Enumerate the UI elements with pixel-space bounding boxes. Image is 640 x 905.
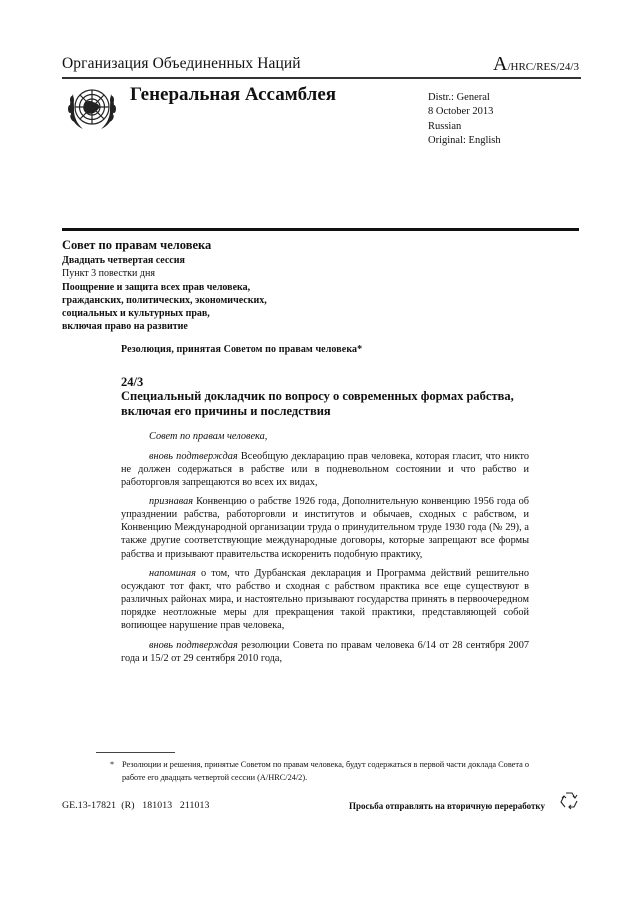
preamble-paragraph <box>121 639 529 665</box>
distribution-status: Distr.: General <box>428 92 490 103</box>
paragraph-text: о том, что Дурбанская декларация и Программа действий решительно осуждают тот факт, что рабство и сходная с рабством практика все еще существуют в различных районах мира, и настоятельно призывают государства принять в первоочередном порядке неотложные меры для прекращения такой практики, представляющей собой вопиющее нарушение прав человека, <box>121 567 529 632</box>
resolution-number: 24/3 <box>121 375 144 389</box>
preamble-paragraph <box>121 450 529 489</box>
assembly-title: Генеральная Ассамблея <box>130 84 337 105</box>
footnote-text: Резолюции и решения, принятые Советом по правам человека, будут содержаться в первой части доклада Совета о работе его двадцать четвертой сессии (A/HRC/24/2). <box>122 760 530 782</box>
agenda-title-line: включая право на развитие <box>62 321 188 333</box>
paragraph-lead: вновь подтверждая <box>149 450 238 462</box>
recycle-icon <box>558 790 580 812</box>
council-name: Совет по правам человека <box>62 238 212 252</box>
paragraph-lead: напоминая <box>149 567 196 579</box>
agenda-title-line: Поощрение и защита всех прав человека, <box>62 281 251 293</box>
document-language: Russian <box>428 120 462 132</box>
paragraph-text: Всеобщую декларацию прав человека, которая гласит, что никто не должен содержаться в рабстве или в подневольном состоянии и что рабство и работорговля запрещаются во всех их видах, <box>121 450 530 488</box>
symbol-letter: A <box>493 53 508 75</box>
paragraph-lead: вновь подтверждая <box>149 639 238 651</box>
section-rule <box>62 228 579 231</box>
adopted-by: Резолюция, принятая Советом по правам человека* <box>121 344 363 355</box>
header-rule <box>62 77 581 79</box>
symbol-code: /HRC/RES/24/3 <box>507 61 579 73</box>
distribution-block <box>428 91 501 148</box>
recycle-notice: Просьба отправлять на вторичную переработку <box>349 801 545 811</box>
agenda-item: Пункт 3 повестки дня <box>62 268 155 280</box>
paragraph-lead: признавая <box>149 496 194 508</box>
session-meta <box>62 254 267 334</box>
resolution-title: Специальный докладчик по вопросу о современных формах рабства, включая его причины и последствия <box>121 389 514 418</box>
footnote-rule <box>96 752 175 753</box>
preamble-subject: Совет по правам человека, <box>149 431 268 442</box>
preamble-paragraph <box>121 567 529 632</box>
preamble-paragraph <box>121 495 529 560</box>
agenda-title-line: гражданских, политических, экономических, <box>62 294 267 306</box>
organization-name: Организация Объединенных Наций <box>62 55 301 72</box>
footnote-marker: * <box>110 760 115 769</box>
paragraph-text: резолюции Совета по правам человека 6/14 от 28 сентября 2007 года и 15/2 от 29 сентября 2010 года, <box>121 639 529 664</box>
agenda-title-line: социальных и культурных прав, <box>62 308 210 320</box>
document-symbol <box>493 53 579 76</box>
paragraph-text: Конвенцию о рабстве 1926 года, Дополнительную конвенцию 1956 года об упразднении рабства, работорговли и институтов и обычаев, сходных с рабством, и Конвенцию Международной организации труда о принудительном труде 1930 года (№ 29), а также другие соответствующие международные договоры, которые запрещают все формы рабства и призывают правительства искоренить подобную практику, <box>121 496 529 560</box>
footnote <box>96 759 536 784</box>
resolution-body <box>121 430 529 671</box>
job-number: GE.13-17821 (R) 181013 211013 <box>62 800 210 811</box>
session-name: Двадцать четвертая сессия <box>62 255 185 266</box>
document-date: 8 October 2013 <box>428 106 494 118</box>
original-language: Original: English <box>428 134 501 146</box>
un-emblem-icon <box>64 80 120 136</box>
